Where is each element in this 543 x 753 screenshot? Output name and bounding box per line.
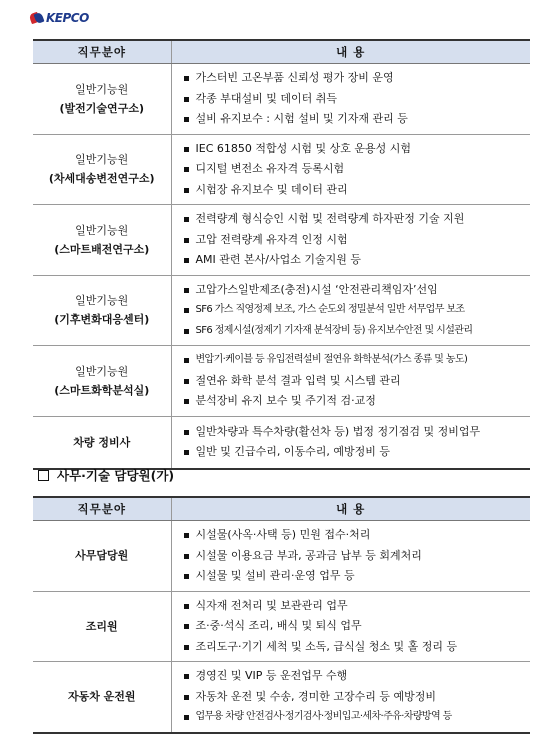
kepco-logo-icon — [30, 12, 44, 24]
list-item: 가스터빈 고온부품 신뢰성 평가 장비 운영 — [180, 68, 531, 89]
job-field-cell: 자동차 운전원 — [33, 662, 171, 733]
table-row — [33, 205, 530, 276]
list-item: 자동차 운전 및 수송, 경미한 고장수리 등 예방정비 — [180, 687, 531, 708]
table-row — [33, 275, 530, 346]
job-title: 차량 정비사 — [73, 435, 131, 449]
list-item: 조·중·석식 조리, 배식 및 퇴식 업무 — [180, 616, 531, 637]
job-dept: (기후변화대응센터) — [54, 313, 150, 327]
job-content-cell — [171, 521, 530, 592]
job-table-office — [33, 496, 530, 734]
job-content-cell — [171, 134, 530, 205]
list-item: 일반차량과 특수차량(활선차 등) 법정 정기점검 및 정비업무 — [180, 422, 531, 443]
list-item: IEC 61850 적합성 시험 및 상호 운용성 시험 — [180, 139, 531, 160]
job-title: 일반기능원 — [75, 294, 129, 308]
job-content-cell — [171, 275, 530, 346]
list-item: 변압기·케이블 등 유입전력설비 절연유 화학분석(가스 종류 및 농도) — [180, 350, 531, 371]
list-item: 절연유 화학 분석 결과 입력 및 시스템 관리 — [180, 371, 531, 392]
header-content: 내 용 — [171, 497, 530, 521]
job-field-cell — [33, 205, 171, 276]
job-content-cell — [171, 346, 530, 417]
list-item: SF6 가스 직영정제 보조, 가스 순도외 정밀분석 일반 서무업무 보조 — [180, 300, 531, 321]
table-row — [33, 346, 530, 417]
list-item: 고압 전력량계 유자격 인정 시험 — [180, 230, 531, 251]
list-item: SF6 정제시설(정제기 기자재 분석장비 등) 유지보수안전 및 시설관리 — [180, 321, 531, 342]
job-dept: (스마트배전연구소) — [54, 242, 150, 256]
job-field-cell — [33, 275, 171, 346]
list-item: 일반 및 긴급수리, 이동수리, 예방정비 등 — [180, 442, 531, 463]
list-item: 시설물 및 설비 관리·운영 업무 등 — [180, 566, 531, 587]
header-job-field: 직무분야 — [33, 40, 171, 64]
kepco-logo — [30, 11, 89, 25]
list-item: 설비 유지보수 : 시험 설비 및 기자재 관리 등 — [180, 109, 531, 130]
list-item: 경영진 및 VIP 등 운전업무 수행 — [180, 666, 531, 687]
job-dept: (스마트화학분석실) — [54, 383, 150, 397]
list-item: 시설물 이용요금 부과, 공과금 납부 등 회계처리 — [180, 546, 531, 567]
list-item: 시험장 유지보수 및 데이터 관리 — [180, 180, 531, 201]
table-row — [33, 662, 530, 733]
header-content: 내 용 — [171, 40, 530, 64]
list-item: 분석장비 유지 보수 및 주기적 검·교정 — [180, 391, 531, 412]
job-content-cell — [171, 416, 530, 469]
job-content-cell — [171, 205, 530, 276]
job-title: 일반기능원 — [75, 223, 129, 237]
job-content-cell — [171, 662, 530, 733]
list-item: AMI 관련 본사/사업소 기술지원 등 — [180, 250, 531, 271]
job-dept: (차세대송변전연구소) — [48, 172, 155, 186]
checkbox-square-icon — [38, 470, 49, 481]
job-content-cell — [171, 64, 530, 135]
table-row — [33, 134, 530, 205]
job-field-cell — [33, 64, 171, 135]
section-title: 사무·기술 담당원(가) — [57, 468, 175, 483]
job-field-cell — [33, 416, 171, 469]
job-field-cell: 조리원 — [33, 591, 171, 662]
job-content-cell — [171, 591, 530, 662]
section-heading — [38, 466, 174, 484]
list-item: 업무용 차량 안전검사·정기검사·정비입고·세차·주유·차량방역 등 — [180, 707, 531, 728]
table-row — [33, 521, 530, 592]
list-item: 조리도구·기기 세척 및 소독, 급식실 청소 및 홀 정리 등 — [180, 637, 531, 658]
table-row — [33, 591, 530, 662]
list-item: 각종 부대설비 및 데이터 취득 — [180, 89, 531, 110]
kepco-logo-text: KEPCO — [46, 11, 89, 25]
job-table-technical — [33, 39, 530, 470]
list-item: 시설물(사옥·사택 등) 민원 접수·처리 — [180, 525, 531, 546]
job-title: 일반기능원 — [75, 153, 129, 167]
table-row — [33, 64, 530, 135]
job-field-cell — [33, 134, 171, 205]
list-item: 디지털 변전소 유자격 등록시험 — [180, 159, 531, 180]
table-row — [33, 416, 530, 469]
job-dept: (발전기술연구소) — [59, 101, 144, 115]
list-item: 식자재 전처리 및 보관관리 업무 — [180, 596, 531, 617]
job-field-cell — [33, 346, 171, 417]
job-field-cell: 사무담당원 — [33, 521, 171, 592]
list-item: 고압가스일반제조(충전)시설 ‘안전관리책임자’선임 — [180, 280, 531, 301]
header-job-field: 직무분야 — [33, 497, 171, 521]
list-item: 전력량계 형식승인 시험 및 전력량계 하자판정 기술 지원 — [180, 209, 531, 230]
job-title: 일반기능원 — [75, 364, 129, 378]
job-title: 일반기능원 — [75, 82, 129, 96]
